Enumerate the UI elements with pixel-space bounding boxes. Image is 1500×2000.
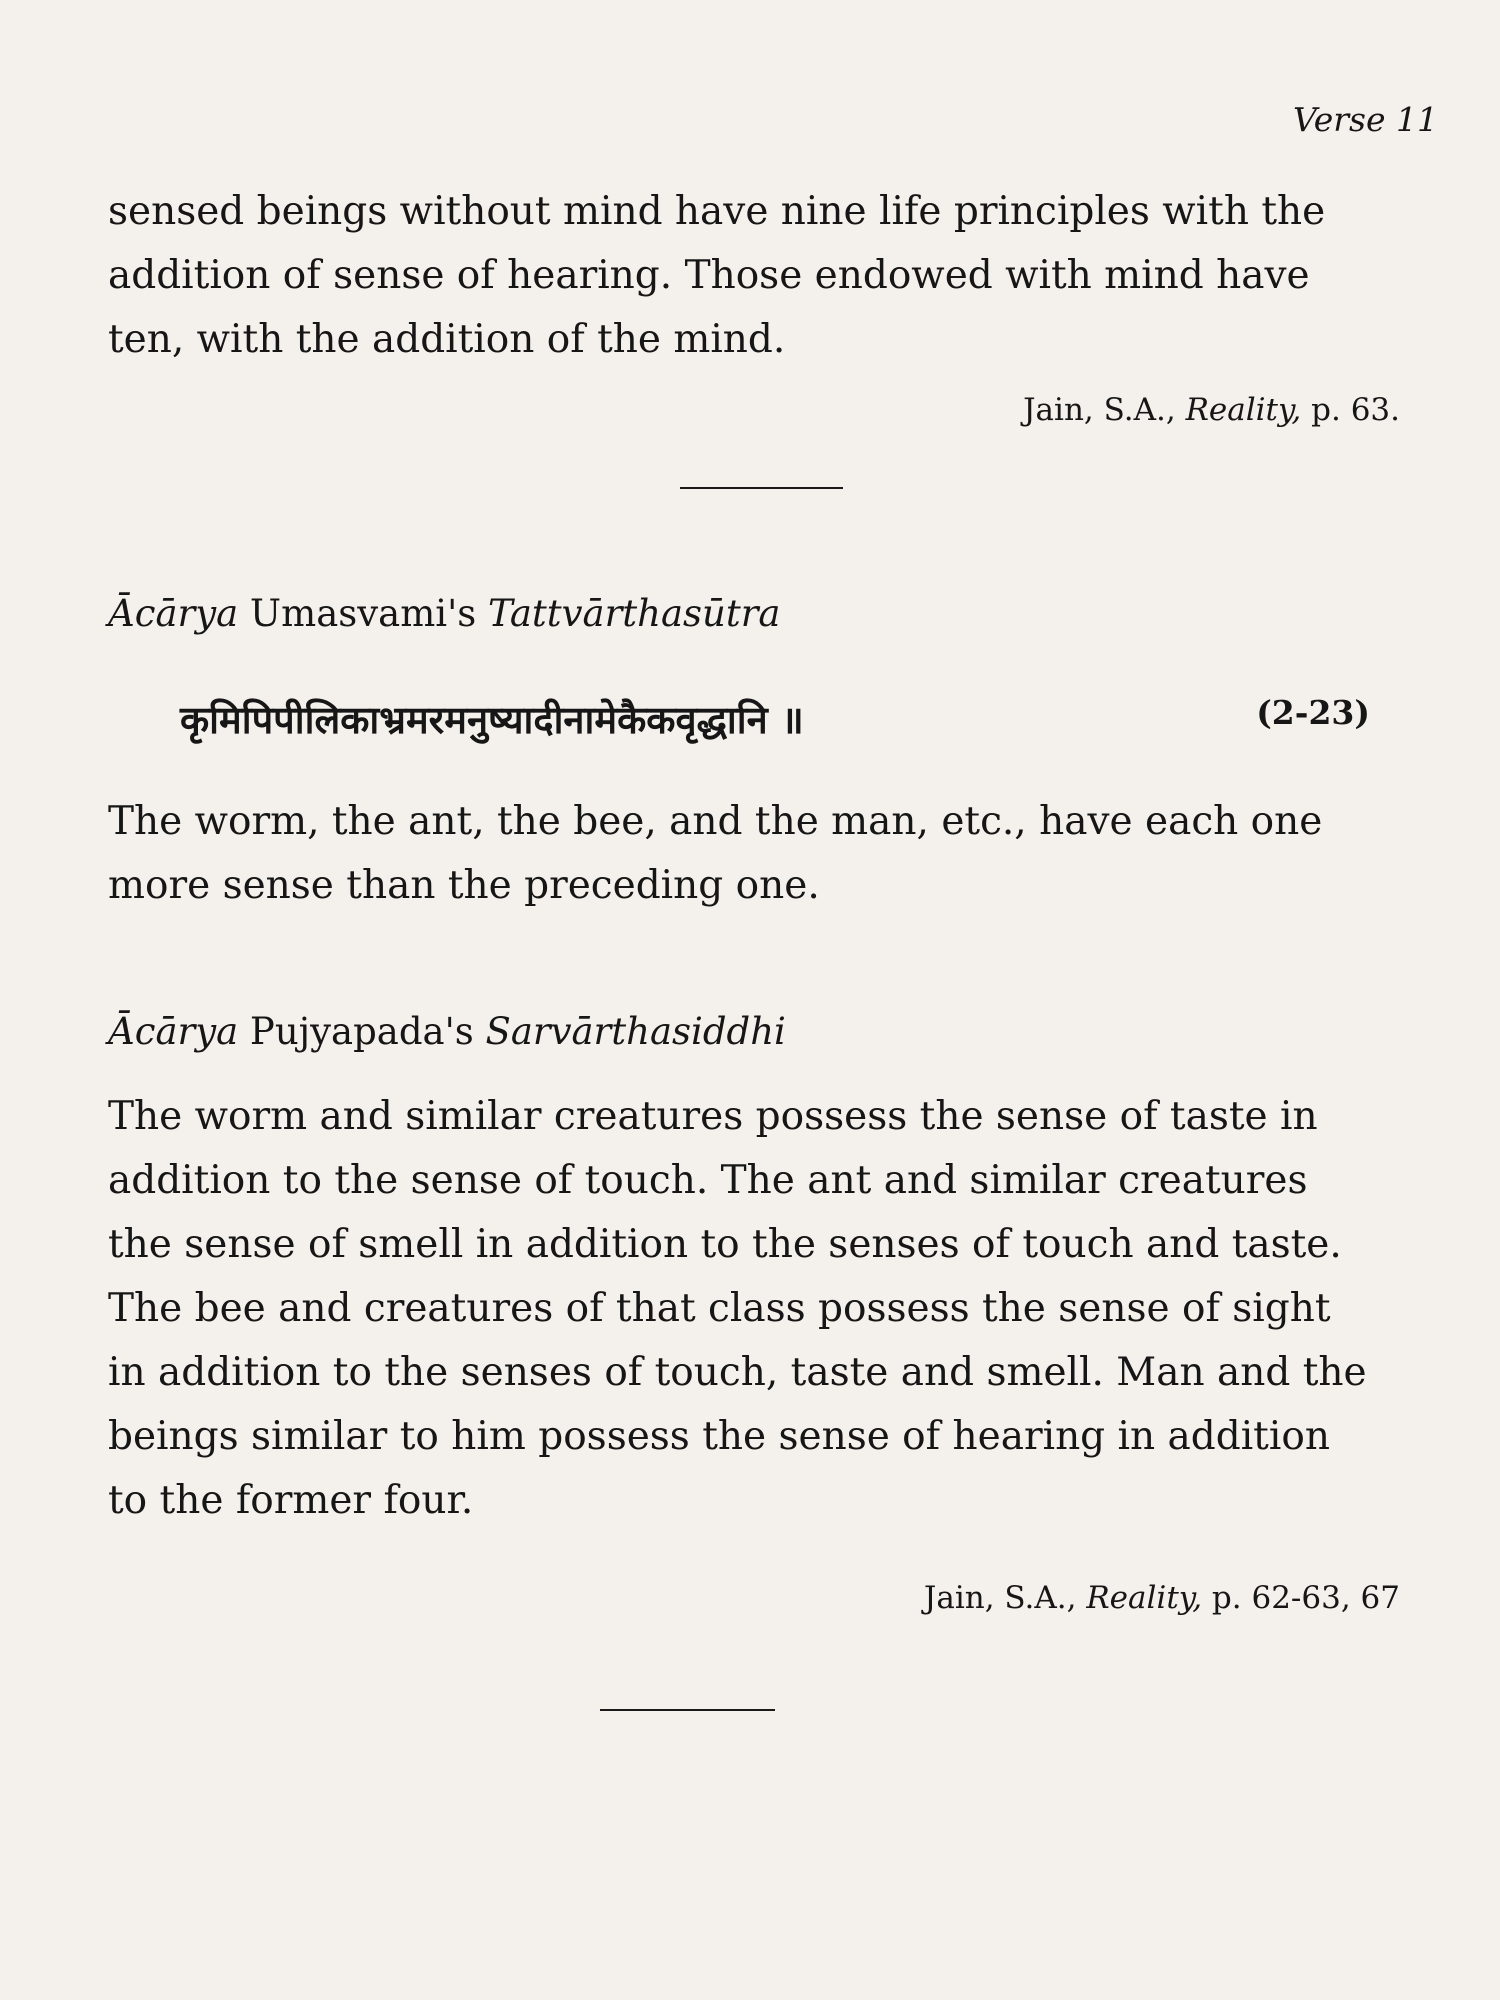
paragraph-continuation: sensed beings without mind have nine life principles with the addition of sense of hearing. Those endowed with mind have ten, with the addition of the mind. (108, 189, 1326, 362)
sanskrit-verse-row (180, 693, 1370, 745)
section-heading-sarvarthasiddhi (108, 1010, 786, 1053)
citation-reality-63 (1023, 392, 1400, 428)
heading-work: Tattvārthasūtra (488, 592, 781, 635)
heading-author: Umasvami's (249, 592, 477, 635)
commentary-paragraph: The worm and similar creatures possess the sense of taste in addition to the sense of touch. The ant and similar creatures the sense of smell in addition to the senses of touch and taste. The bee and creatures of that class possess the sense of sight in addition to the senses of touch, taste and smell. Man and the beings similar to him possess the sense of hearing in addition to the former four. (108, 1094, 1367, 1523)
section-divider (680, 487, 843, 489)
citation-title: Reality, (1185, 392, 1302, 428)
verse-translation: The worm, the ant, the bee, and the man, etc., have each one more sense than the preceding one. (108, 799, 1323, 908)
heading-work: Sarvārthasiddhi (485, 1010, 786, 1053)
heading-prefix: Ācārya (108, 592, 239, 635)
citation-title: Reality, (1086, 1580, 1203, 1616)
verse-reference: (2-23) (1256, 693, 1370, 732)
heading-prefix: Ācārya (108, 1010, 239, 1053)
citation-reality-62-67 (924, 1580, 1400, 1616)
sanskrit-verse: कृमिपिपीलिकाभ्रमरमनुष्यादीनामेकैकवृद्धानि ॥ (180, 697, 804, 742)
citation-author: Jain, S.A., (1023, 392, 1176, 428)
running-header: Verse 11 (1292, 100, 1438, 139)
section-divider (600, 1709, 775, 1711)
citation-page: p. 62-63, 67 (1211, 1580, 1400, 1616)
heading-author: Pujyapada's (249, 1010, 474, 1053)
citation-page: p. 63. (1311, 392, 1400, 428)
section-heading-tattvarthasutra (108, 592, 781, 635)
citation-author: Jain, S.A., (923, 1580, 1077, 1616)
